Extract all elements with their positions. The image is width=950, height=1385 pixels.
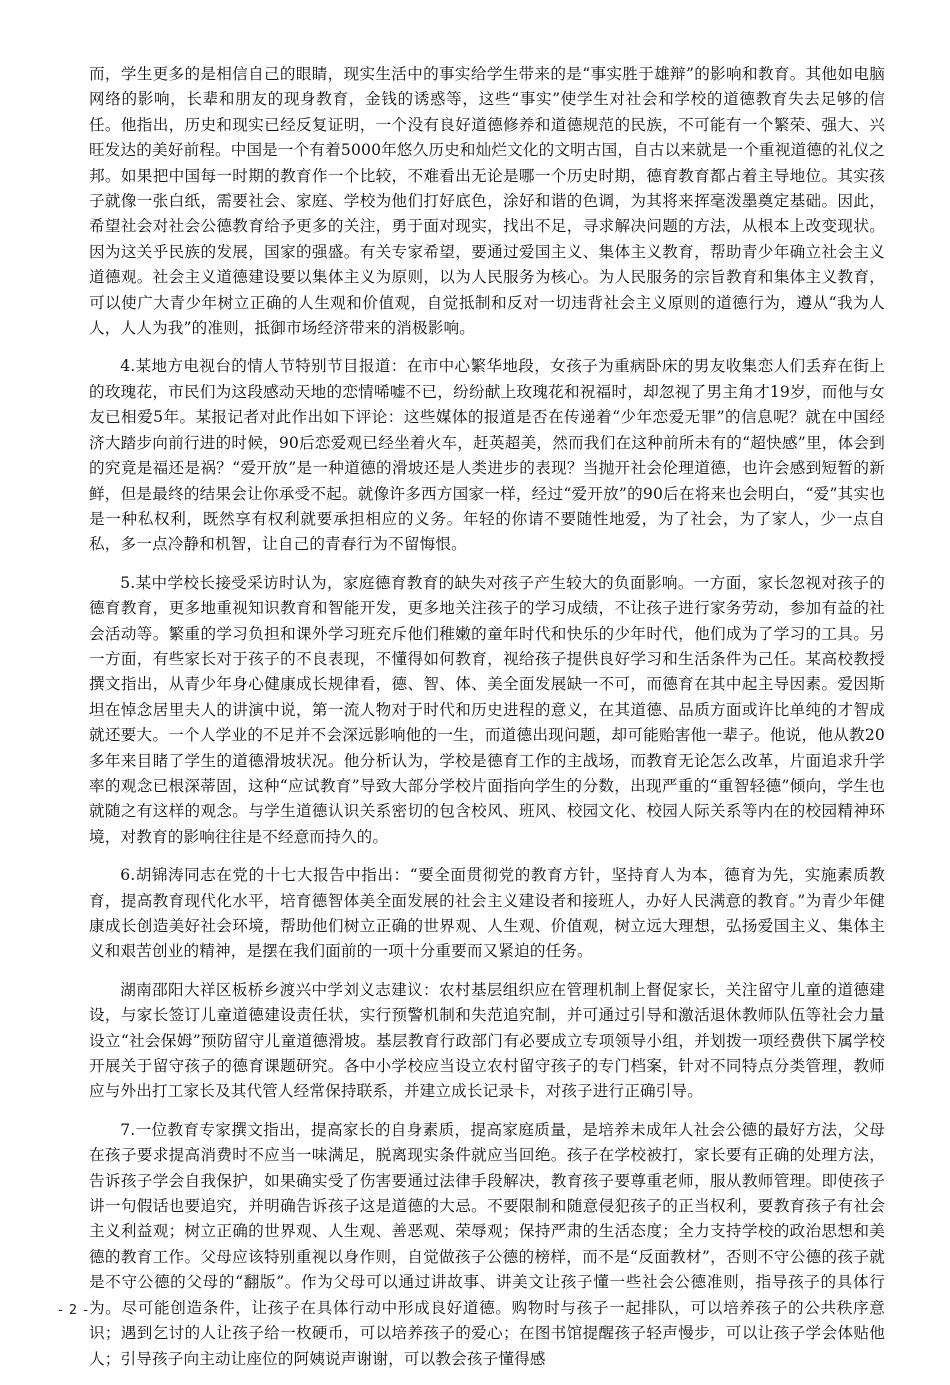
page-number: - 2 - <box>58 1303 89 1318</box>
paragraph-item-6: 6.胡锦涛同志在党的十七大报告中指出：“要全面贯彻党的教育方针，坚持育人为本，德育为先，实施素质教育，提高教育现代化水平，培育德智体美全面发展的社会主义建设者和接班人，办好人民满意的教育。”为青少年健康成长创造美好社会环境，帮助他们树立正确的世界观、人生观、价值观，树立远大理想，弘扬爱国主义、集体主义和艰苦创业的精神，是摆在我们面前的一项十分重要而又紧迫的任务。 <box>89 866 885 961</box>
paragraph-hunan-suggestion: 湖南邵阳大祥区板桥乡渡兴中学刘义志建议：农村基层组织应在管理机制上督促家长，关注留守儿童的道德建设，与家长签订儿童道德建设责任状，实行预警机制和失范追究制，并可通过引导和激活退休教师队伍等社会力量设立“社会保姆”预防留守儿童道德滑坡。基层教育行政部门有必要成立专项领导小组，并划拨一项经费供下属学校开展关于留守孩子的德育课题研究。各中小学校应当设立农村留守孩子的专门档案，针对不同特点分类管理，教师应与外出打工家长及其代管人经常保持联系，并建立成长记录卡，对孩子进行正确引导。 <box>89 980 885 1101</box>
paragraph-continuation: 而，学生更多的是相信自己的眼睛，现实生活中的事实给学生带来的是“事实胜于雄辩”的影响和教育。其他如电脑网络的影响，长辈和朋友的现身教育，金钱的诱惑等，这些“事实”使学生对社会和学校的道德教育失去足够的信任。他指出，历史和现实已经反复证明，一个没有良好道德修养和道德规范的民族，不可能有一个繁荣、强大、兴旺发达的美好前程。中国是一个有着5000年悠久历史和灿烂文化的文明古国，自古以来就是一个重视道德的礼仪之邦。如果把中国每一时期的教育作一个比较，不难看出无论是哪一个历史时期，德育教育都占着主导地位。其实孩子就像一张白纸，需要社会、家庭、学校为他们打好底色，涂好和谐的色调，为其将来挥毫泼墨奠定基础。因此，希望社会对社会公德教育给予更多的关注，勇于面对现实，找出不足，寻求解决问题的方法，从根本上改变现状。因为这关乎民族的发展，国家的强盛。有关专家希望，要通过爱国主义、集体主义教育，帮助青少年确立社会主义道德观。社会主义道德建设要以集体主义为原则，以为人民服务为核心。为人民服务的宗旨教育和集体主义教育，可以使广大青少年树立正确的人生观和价值观，自觉抵制和反对一切违背社会主义原则的道德行为，遵从“我为人人，人人为我”的准则，抵御市场经济带来的消极影响。 <box>89 65 885 338</box>
paragraph-item-5: 5.某中学校长接受采访时认为，家庭德育教育的缺失对孩子产生较大的负面影响。一方面，家长忽视对孩子的德育教育，更多地重视知识教育和智能开发，更多地关注孩子的学习成绩，不让孩子进行家务劳动，参加有益的社会活动等。繁重的学习负担和课外学习班充斥他们稚嫩的童年时代和快乐的少年时代，他们成为了学习的工具。另一方面，有些家长对于孩子的不良表现，不懂得如何教育，视给孩子提供良好学习和生活条件为己任。某高校教授撰文指出，从青少年身心健康成长规律看，德、智、体、美全面发展缺一不可，而德育在其中起主导因素。爱因斯坦在悼念居里夫人的讲演中说，第一流人物对于时代和历史进程的意义，在其道德、品质方面或许比单纯的才智成就还要大。一个人学业的不足并不会深远影响他的一生，而道德出现问题，却可能贻害他一辈子。他说，他从教20多年来目睹了学生的道德滑坡状况。他分析认为，学校是德育工作的主战场，而教育无论怎么改革，片面追求升学率的观念已根深蒂固，这种“应试教育”导致大部分学校片面指向学生的分数，出现严重的“重智轻德”倾向，学生也就随之有这样的观念。与学生道德认识关系密切的包含校风、班风、校园文化、校园人际关系等内在的校园精神环境，对教育的影响往往是不经意而持久的。 <box>89 573 885 846</box>
paragraph-item-4: 4.某地方电视台的情人节特别节目报道：在市中心繁华地段，女孩子为重病卧床的男友收集恋人们丢弃在街上的玫瑰花，市民们为这段感动天地的恋情唏嘘不已，纷纷献上玫瑰花和祝福时，却忽视了男主角才19岁，而他与女友已相爱5年。某报记者对此作出如下评论：这些媒体的报道是否在传递着“少年恋爱无罪”的信息呢？就在中国经济大踏步向前行进的时候，90后恋爱观已经坐着火车，赶英超美，然而我们在这种前所未有的“超快感”里，体会到的究竟是福还是祸？“爱开放”是一种道德的滑坡还是人类进步的表现？当抛开社会伦理道德，也许会感到短暂的新鲜，但是最终的结果会让你承受不起。就像许多西方国家一样，经过“爱开放”的90后在将来也会明白，“爱”其实也是一种私权利，既然享有权利就要承担相应的义务。年轻的你请不要随性地爱，为了社会，为了家人，少一点自私，多一点冷静和机智，让自己的青春行为不留悔恨。 <box>89 357 885 554</box>
document-body <box>89 62 885 1385</box>
paragraph-item-7: 7.一位教育专家撰文指出，提高家长的自身素质，提高家庭质量，是培养未成年人社会公德的最好方法，父母在孩子要求提高消费时不应当一味满足，脱离现实条件就应当回绝。孩子在学校被打，家长要有正确的处理方法，告诉孩子学会自我保护，如果确实受了伤害要通过法律手段解决，教育孩子要尊重老师，服从教师管理。即使孩子讲一句假话也要追究，并明确告诉孩子这是道德的大忌。不要限制和随意侵犯孩子的正当权利，要教育孩子有社会主义利益观；树立正确的世界观、人生观、善恶观、荣辱观；保持严肃的生活态度；全力支持学校的政治思想和美德的教育工作。父母应该特别重视以身作则，自觉做孩子公德的榜样，而不是“反面教材”，否则不守公德的孩子就是不守公德的父母的“翻版”。作为父母可以通过讲故事、讲美文让孩子懂一些社会公德准则，指导孩子的具体行为。尽可能创造条件，让孩子在具体行动中形成良好道德。购物时与孩子一起排队，可以培养孩子的公共秩序意识；遇到乞讨的人让孩子给一枚硬币，可以培养孩子的爱心；在图书馆提醒孩子轻声慢步，可以让孩子学会体贴他人；引导孩子向主动让座位的阿姨说声谢谢，可以教会孩子懂得感 <box>89 1120 885 1368</box>
